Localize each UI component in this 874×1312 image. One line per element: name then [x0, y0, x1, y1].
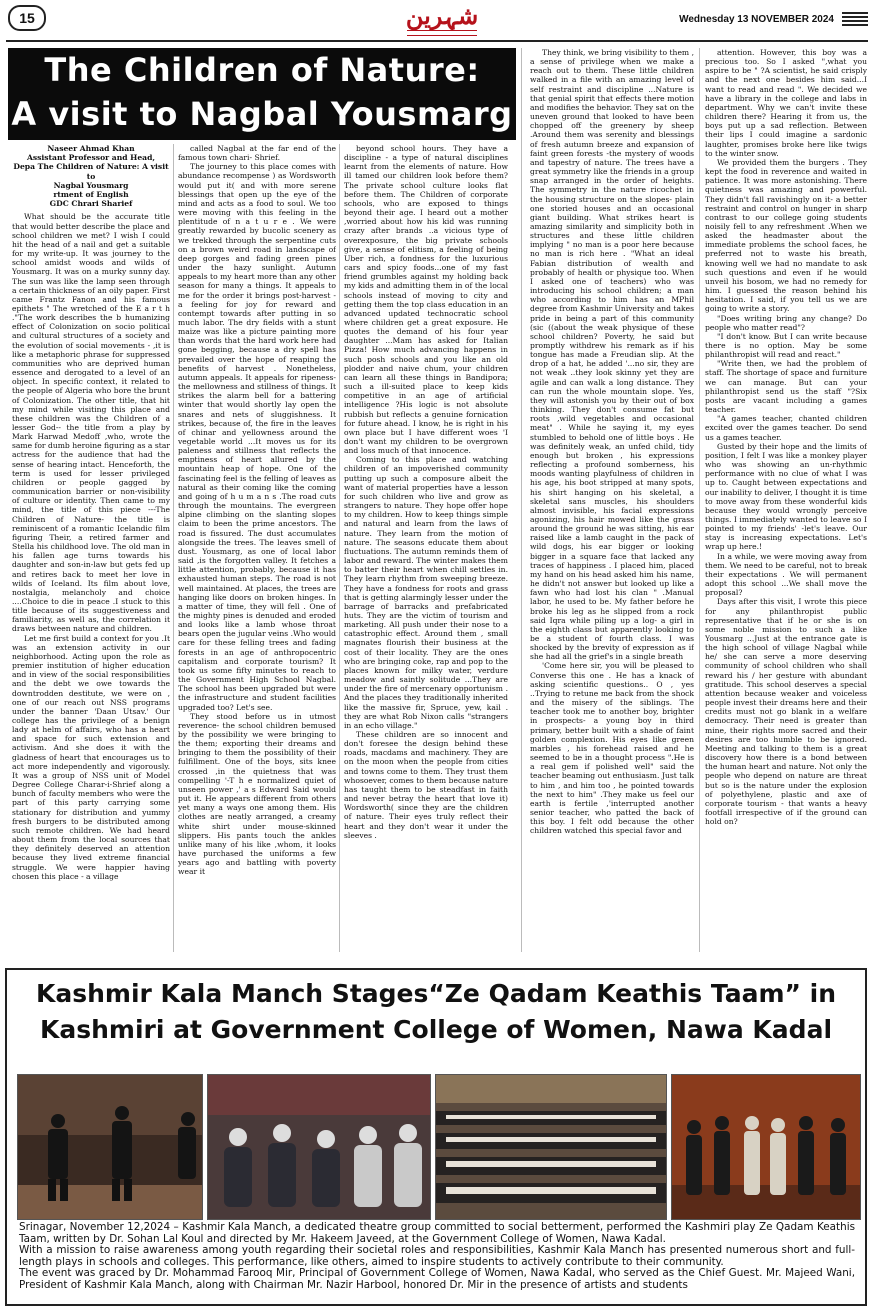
headline-line-1: The Children of Nature: [44, 51, 480, 89]
logo-underline [407, 30, 477, 36]
photo-stage-actors [17, 1074, 203, 1220]
column-divider [339, 144, 340, 952]
author-place: Nagbal Yousmarg [53, 180, 129, 190]
article-headline-banner [8, 48, 516, 140]
paragraph: "A games teacher, chanted children excited over the games teacher. Do send us a games teacher. [705, 414, 867, 442]
column-divider [521, 48, 522, 952]
masthead [0, 0, 874, 42]
paragraph: The journey to this place comes with abundance recompense ) as Wordsworth would put it( and with more serene blessings that open up the eye of the mind and acts as a food to soul. We too were moving with this feeling in the plentitude of n a t u r e . We were greatly rewarded by bucolic scenery as we trekked through the serpentine cuts on a brown weird road in landscape of deep gorges and fading green pines under the hazy sunlight. Autumn appeals to my heart more than any other season for many a things. It appeals to me for the order it brings post-harvest - a feeling for joy for reward and contempt towards after putting in so much labor. The dry fields with a stunt maize was like a picture painting more than words that the hard work here had gone begging, because a dry spell has prevailed over the hope of reaping the benefits of harvest . Nonetheless, autumn appeals. It appeals for ripeness- the mellowness and stillness of things. It strikes the alarm bell for a battering winter that would shortly lay open the snares and nets of sluggishness. It strikes, because of, the fire in the leaves of chinar and yellowness around the vegetable world ...It moves us for its paleness and stillness that reflects the emptiness of heart allured by the mountain heap of hope. One of the fascinating feel is the felling of leaves as natural as their coming like the coming and going of h u m a n s .The road cuts through the mountains. The evergreen alpine climbing on the slanting slopes claim to been the prime ancestors. The road is fissured. The dust accumulates alongside the trees. The leaves smell of dust. Yousmarg, as one of local labor said ,is the forgotten valley. It fetches a little attention, probably, because it has exhausted human steps. The road is not well maintained. At places, the trees are hanging like doors on broken hinges. In a matter of time, they will fell . One of the mighty pines is denuded and eroded and looks like a lamb whose throat bears open the jugular veins .Who would care for these felling trees and fading forests in an age of anthropocentric capitalism and corporate tourism? It took us some fifty minutes to reach to the Government High School Nagbal. The school has been upgraded but were the infrastructure and student facilities upgraded too? Let's see. [178, 162, 336, 712]
paragraph: Days after this visit, I wrote this piece for any philanthropist public representative that if he or she is on some noble mission to such a like Yousmarg ...Just at the entrance gate is the high school of village Nagbal while he/ she can serve a more deserving community of school children who shall reward his / her gesture with abundant gratitude. This school deserves a special attention because weaker and voiceless people invest their dreams here and their credits must not go blank in a welfare democracy. Their need is greater than mine, their rights more sacred and their desires are too humble to be ignored. Meeting and talking to them is a great discovery how there is a bond between the human heart and nature. Not only the people who depend on nature are threat but so is the nature under the explosion of polyethylene, plastic and axe of corporate tourism - that wants a heavy footfall irrespective of if the ground can hold on? [705, 597, 867, 827]
paragraph: They think, we bring visibility to them , a sense of privilege when we make a reach out to them. These little children walked in a file with an amazing level of self restraint and discipline ...Nature is that genial spirit that effects there motion and modifies the behavior. They sat on the uneven ground that looked to have been chopped off the greenery by sheep .Around them was serenity and blessings of fresh autumn breeze and expansion of faint green forests -the mystery of woods and tapestry of nature. The trees have a great symmetry like the friends in a group snap arranged in the order of heights. The symmetry in the nature ricochet in the housing structure on the slopes- plain one storied houses and an occasional giant building. What strikes heart is amazing similarity and simplicity both in structures and these little children implying " no man is a poor here because no man is rich here . "What an ideal Fabian distribution of wealth and probably of health or physique too. When I asked one of teachers) who was introducing his school children; a man who according to him has an MPhil degree from Kashmir University and takes pride in being a part of this community (sic ((about the weak physique of these school children? Poverty, he said but promptly withdrew his remark as if his tongue has made a Freudian slip. At the drop of a hat, he added '...no sir, they are not weak ..they look skinny yet they are agile and can walk a long distance. They can run the whole mountain slope. Yes, they will astonish you by their out of box thinking. They don't consume fat but roots ,wild vegetables and occasional meat" . While he saying it, my eyes stumbled to behold one of little boys . He was definitely weak, an unfed child, tidy enough but broken , his expressions reflecting a profound somberness, his moods wanting playfulness of children in his age, his boot stripped at many spots, his shirt hanging on his skeletal, a skeletal sans muscles, his shoulders almost invisible, his facial expressions agonizing, his hair mowed like the grass around the ground he was sitting, his ear raised like a lamb caught in the pack of wild dogs, his ear bigger or looking bigger in a square face that lacked any traces of happiness . I placed him, placed my hand on his head asked him his name, he didn't not answer but looked up like a fawn who had lost his clan " .Manual labor, he used to be. My father before he broke his leg as he slipped from a rock said Iqra while piling up a log- a girl in the eighth class but apparently looking to be a student of fourth class. I was shocked by the brevity of expression as if she had all the grief's in a single breath [530, 48, 694, 662]
photo-group-on-stage [671, 1074, 861, 1220]
article-column-2 [178, 144, 336, 952]
article-column-4 [530, 48, 694, 952]
page-number: 15 [8, 5, 46, 31]
caption-paragraph: With a mission to raise awareness among youth regarding their societal roles and responsibilities, Kashmir Kala Manch has presented numerous short and full-length plays in schools and colleges. This performance, like others, aimed to inspire students to actively contribute to their community. [19, 1244, 855, 1268]
feature-headline-line-2: Kashmiri at Government College of Women, Nawa Kadal [39, 1015, 833, 1044]
headline-line-2: A visit to Nagbal Yousmarg [11, 95, 513, 133]
paragraph: "Does writing bring any change? Do people who matter read"? [705, 313, 867, 332]
article-column-1 [12, 144, 170, 952]
paragraph: They stood before us in utmost reverence- the school children bemused by the possibility we were bringing to the them; exporting their dreams and bringing to them the possibility of their fulfillment. One of the boys, sits knee crossed ,in the quietness that was compelling '-T h e normalized quiet of unseen power ,' a s Edward Said would put it. He appears different from others yet many a ways one among them. His clothes are neatly arranged, a creamy white shirt under mouse-skinned slippers. His pants touch the ankles unlike many of his like ,whom, it looks have purchased the uniforms a few years ago and battling with poverty wear it [178, 711, 336, 877]
masthead-rule [6, 40, 868, 42]
author-dept: Depa The Children of Nature: A visit to [13, 162, 169, 181]
author-name: Naseer Ahmad Khan [47, 144, 135, 153]
author-title: Assistant Professor and Head, [26, 153, 156, 163]
column-divider [699, 48, 700, 952]
paragraph: What should be the accurate title that would better describe the place and school children we met? I wish I could hit the head of a nail and get a suitable for my write-up. It was journey to the school amidst woods and wilds of Yousmarg. It was on a murky sunny day. The sun was like the lamp seen through a certain thickness of an oily paper. First came Frantz Fanon and his famous epithets " The wretched of the E a r t h ."The work describes the b humanizing effect of Colonization on socio political and cultural structures of a society and the evolution of social movements - ,it is like a metaphoric phrase for suppressed communities who are deprived human essence and derogated to a level of an object. In specific context, it related to the people of Algeria who bore the brunt of Colonization. The other title, that hit my mind while visiting this place and these children was the Children of a lesser God-- the title from a play by Mark Harwad Medoff ,who, wrote the same for dumb heroine figuring as a star actress for the audience that had the sense of hearing intact. Henceforth, the term is used for lesser privileged children or people gagged by communication barrier or non-visibility of culture or identity. Then came to my mind, the title of this piece ---The Children of Nature- the title is reminiscent of a romantic Icelandic film figuring Their, a retired farmer and Stella his childhood love. The old man in his fallen age turns towards his daughter and son-in-law but gets fed up and retires back to meet her love in wilds of Iceland. Its film about love, nostalgia, melancholy and choice ....Choice to die in peace .I stuck to this title because of its suggestiveness and familiarity, as well as, the correlation it draws between nature and children. [12, 212, 170, 634]
feature-headline [7, 976, 865, 1048]
caption-paragraph: Srinagar, November 12,2024 – Kashmir Kala Manch, a dedicated theatre group committed to social betterment, performed the Kashmiri play Ze Qadam Keathis Taam, written by Dr. Sohan Lal Koul and directed by Mr. Hakeem Javeed, at the Government College of Women, Nawa Kadal. [19, 1221, 855, 1245]
author-dept-2: rtment of English [53, 190, 129, 200]
paragraph: In a while, we were moving away from them. We need to be careful, not to break their expectations . We will permanent adopt this school ...We shall move the proposal? [705, 551, 867, 598]
author-block [12, 144, 170, 208]
feature-story-box [5, 968, 867, 1306]
photo-student-audience [435, 1074, 667, 1220]
newspaper-logo [392, 2, 492, 36]
feature-caption [19, 1222, 855, 1292]
masthead-stripes [842, 12, 868, 26]
paragraph: Gusted by their hope and the limits of position, I felt I was like a monkey player who was showing an un-rhythmic performance with no clue of what I was up to. Caught between expectations and our inability to deliver, I thought it is time to move away from these wonderful kids because they would wrongly perceive things. I immediately wanted to leave so I pointed to my friends' -let's leave. Our stay is increasing expectations. Let's wrap up here.! [705, 441, 867, 552]
article-column-3 [344, 144, 508, 952]
paragraph: beyond school hours. They have a discipline - a type of natural disciplines learnt from the elements of nature. How ill tamed our children look before them? The private school culture looks flat before them. The Children of corporate schools, who are exposed to things beyond their age. I heard out a mother ,worried about how his kid was running crazy after brands ..a vicious type of overexposure, the big private schools give, a sense of elitism, a feeling of being Uber rich, a fondness for the luxurious cars and spicy foods...one of my fast friend grumbles against my holding back my kids and admitting them in of the local schools instead of moving to city and getting them the top class education in an advanced updated technocratic school where children get a great exposure. He quotes the demand of his four year daughter ...Mam has asked for Italian Pizza! How much advancing happens in such posh schools and you like an old plodder and naive chum, your children can learn all these things in Bandipora; such a ill-suited place to keep kids competitive in an age of artificial intelligence ?His logic is not absolute rubbish but reflects a genuine fornication for future ahead. I know, he is right in his own place but I have different woes 'I don't want my children to be overgrown and loss much of that innocence. [344, 144, 508, 456]
issue-date: Wednesday 13 NOVEMBER 2024 [679, 14, 834, 25]
paragraph: These children are so innocent and don't foresee the design behind these roads, macdams and machinery. They are on the moon when the people from cities and towns come to them. They trust them whosoever, comes to them because nature has taught them to be steadfast in faith and never betray the heart that love it) Wordsworth( since they are the children of nature. Their eyes truly reflect their heart and they don't wear it under the sleeves . [344, 730, 508, 840]
paragraph: Coming to this place and watching children of an impoverished community putting up such a composure albeit the want of material properties have a lesson for such children who live and grow as strangers to nature. They hope offer hope to my children. How to keep things simple and natural and learn from the laws of nature. They learn from the motion of nature. The seasons educate them about fluctuations. The autumn reminds them of labor and reward. The winter makes them to batter their heart when chill settles in. They learn rhythm from sweeping breeze. They have a fondness for roots and grass that is getting alarmingly lesser under the barrage of barracks and prefabricated huts. They are the victim of tourism and marketing. All push under their nose to a catastrophic effect. Around them , small magnates flourish their business at the cost of their locality. They are the ones who are bringing coke, rap and pop to the places known for milky water, verdure meadow and saintly solitude ...They are under the fire of mercenary opportunism . And the places they traditionally inherited like the massive fir, Spruce, yew, kail . they are what Rob Nixon calls "strangers in an echo village." [344, 455, 508, 730]
feature-headline-line-1: Kashmir Kala Manch Stages“Ze Qadam Keathis Taam” in [35, 979, 837, 1008]
brand-name: شہرین [405, 1, 479, 30]
author-college: GDC Chrari Sharief [49, 199, 133, 209]
paragraph: "Write then, we had the problem of staff. The shortage of space and furniture we can manage. But can your philanthropist send us the staff "?Six posts are vacant including a games teacher. [705, 359, 867, 415]
paragraph: Let me first build a context for you .It was an extension activity in our neighborhood. Acting upon the role as premier institution of higher education and in view of the social responsibilities and the debt we owe towards the downtrodden destitute, we were on , one of our reach out NSS programs under the banner 'Daan Utsav.' Our college has the privilege of a benign lady at helm of affairs, who has a heart and space for such extension and activism. And she does it with the gladness of heart that encourages us to act more independently and vigorously. It was a group of NSS unit of Model Degree College Charar-i-Shrief along a bunch of faculty members who were the part of this party carrying some stationary for distribution and yummy fresh burgers to be distributed among such remote children. We had heard about them from the local sources that they definitely deserved an attention because they lived extreme financial struggle. We were happier having chosen this place - a village [12, 633, 170, 881]
article-column-5 [705, 48, 867, 952]
paragraph: We provided them the burgers . They kept the food in reverence and waited in patience. It was more astonishing. There quietness was amazing and powerful. They didn't fall ravishingly on it- a better restraint and control on hunger in sharp contrast to our college going students noisily fell to any refreshment .When we asked the headmaster about the immediate problems the school faces, he preferred not to waste his breath, knowing well we had no mandate to ask such questions and even if he would unveil his bosom, we had no remedy for him. I guessed the reason behind his hesitation. I said, if you tell us we are going to write a story. [705, 157, 867, 314]
paragraph: 'Come here sir, you will be pleased to Converse this one . He has a knack of asking scientific questions.. O , yes ..Trying to retune me back from the shock and the misery of the siblings. The teacher took me to another boy, brighter in prospects- a young boy in third primary, better built with a shade of faint golden complexion. His eyes like green marbles , his forehead raised and he seemed to be in a thought process ".He is a real gem if polished well" said the teacher beaming out enthusiasm. Just talk to him , and him too , he pointed towards the next to him" .They make us feel our earth is fertile ,'interrupted another senior teacher, who patted the back of this boy. I felt odd because the other children watched this special favor and [530, 661, 694, 836]
paragraph: attention. However, this boy was a precious too. So I asked ",what you aspire to be " ?A scientist, he said crisply and the next one besides him said...I want to read and read ". We decided we have a library in the college and labs in department. Why we can't invite these children there? Hearing it from us, the boys put up a sad reflection. Between their lips I could imagine a sardonic laughter, promises broke here like twigs to the winter snow. [705, 48, 867, 158]
paragraph: "I don't know. But I can write because there is no option. May be some philanthropist will read and react." [705, 331, 867, 360]
caption-paragraph: The event was graced by Dr. Mohammad Farooq Mir, Principal of Government College of Women, Nawa Kadal, who served as the Chief Guest. Mr. Majeed Wani, President of Kashmir Kala Manch, along with Chairman Mr. Nazir Harbool, honored Dr. Mir in the presence of artists and students [19, 1267, 855, 1291]
column-divider [173, 144, 174, 952]
photo-audience-guests [207, 1074, 431, 1220]
paragraph: called Nagbal at the far end of the famous town chari- Shrief. [178, 144, 336, 163]
